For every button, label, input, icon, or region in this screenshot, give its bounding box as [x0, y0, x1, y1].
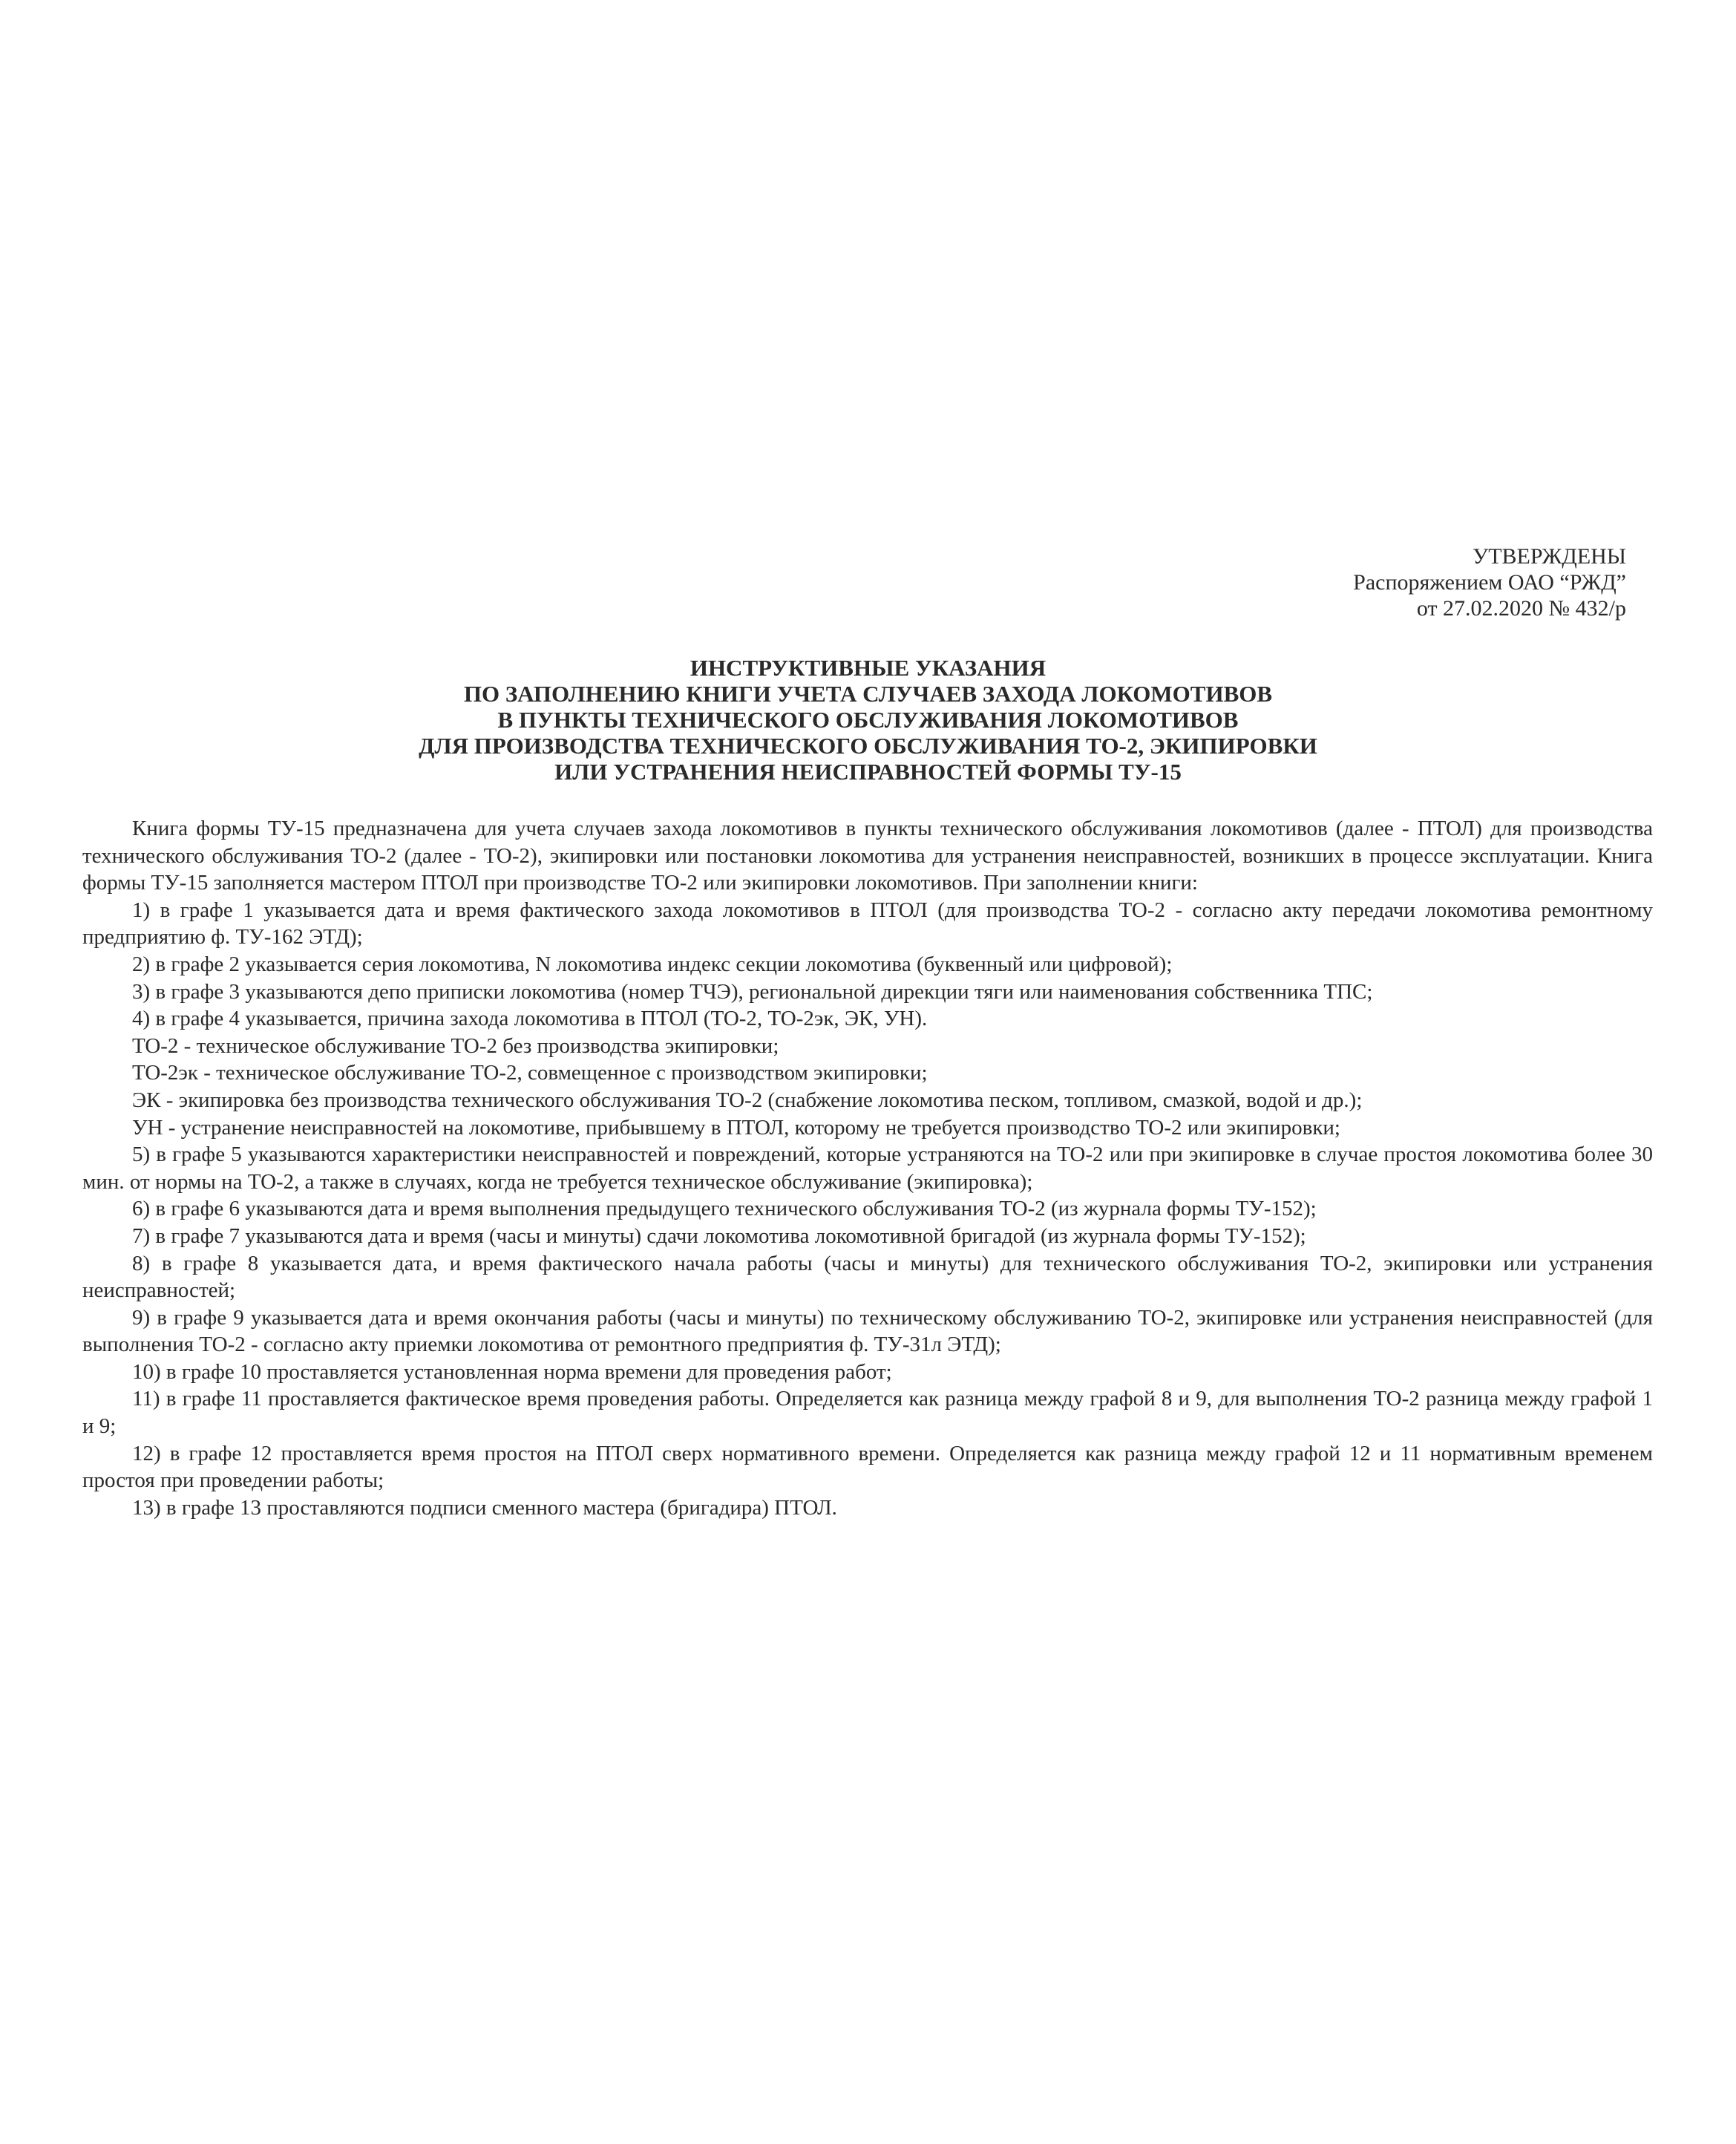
instruction-item: 9) в графе 9 указывается дата и время окончания работы (часы и минуты) по техническому обслуживанию ТО-2, экипировке или устранения неисправностей (для выполнения ТО-2 - согласно акту приемки локомотива от ремонтного предприятия ф. ТУ-31л ЭТД);: [82, 1305, 1653, 1357]
reason-definition: УН - устранение неисправностей на локомотиве, прибывшему в ПТОЛ, которому не требуется производство ТО-2 или экипировки;: [132, 1115, 1340, 1140]
instruction-item: 3) в графе 3 указываются депо приписки локомотива (номер ТЧЭ), региональной дирекции тяги или наименования собственника ТПС;: [132, 979, 1373, 1004]
approval-date: от 27.02.2020 № 432/р: [1416, 596, 1626, 621]
instruction-item: 1) в графе 1 указывается дата и время фактического захода локомотивов в ПТОЛ (для производства ТО-2 - согласно акту передачи локомотива ремонтному предприятию ф. ТУ-162 ЭТД);: [82, 898, 1653, 950]
title-line: В ПУНКТЫ ТЕХНИЧЕСКОГО ОБСЛУЖИВАНИЯ ЛОКОМОТИВОВ: [497, 707, 1239, 733]
reason-definition: ТО-2эк - техническое обслуживание ТО-2, совмещенное с производством экипировки;: [132, 1061, 928, 1085]
instruction-item: 5) в графе 5 указываются характеристики неисправностей и повреждений, которые устраняются на ТО-2 или при экипировке в случае простоя локомотива более 30 мин. от нормы на ТО-2, а также в случаях, когда не требуется техническое обслуживание (экипировка);: [82, 1143, 1653, 1194]
title-line: ПО ЗАПОЛНЕНИЮ КНИГИ УЧЕТА СЛУЧАЕВ ЗАХОДА ЛОКОМОТИВОВ: [463, 681, 1273, 707]
instruction-item: 4) в графе 4 указывается, причина захода локомотива в ПТОЛ (ТО-2, ТО-2эк, ЭК, УН).: [132, 1007, 928, 1031]
approval-heading: УТВЕРЖДЕНЫ: [1472, 544, 1626, 569]
document-title: [89, 655, 1647, 785]
instruction-item: 12) в графе 12 проставляется время простоя на ПТОЛ сверх нормативного времени. Определяется как разница между графой 12 и 11 нормативным временем простоя при проведении работы;: [82, 1441, 1653, 1493]
approval-stamp: [1353, 543, 1626, 621]
reason-definition: ТО-2 - техническое обслуживание ТО-2 без производства экипировки;: [132, 1033, 779, 1058]
instruction-item: 8) в графе 8 указывается дата, и время фактического начала работы (часы и минуты) для технического обслуживания ТО-2, экипировки или устранения неисправностей;: [82, 1251, 1653, 1303]
intro-paragraph: Книга формы ТУ-15 предназначена для учета случаев захода локомотивов в пункты технического обслуживания локомотивов (далее - ПТОЛ) для производства технического обслуживания ТО-2 (далее - ТО-2), экипировки или постановки локомотива для устранения неисправностей, возникших в процессе эксплуатации. Книга формы ТУ-15 заполняется мастером ПТОЛ при производстве ТО-2 или экипировки локомотивов. При заполнении книги:: [82, 817, 1653, 895]
approval-order: Распоряжением ОАО “РЖД”: [1353, 570, 1626, 595]
instruction-item: 2) в графе 2 указывается серия локомотива, N локомотива индекс секции локомотива (буквенный или цифровой);: [132, 952, 1173, 976]
instruction-item: 11) в графе 11 проставляется фактическое время проведения работы. Определяется как разница между графой 8 и 9, для выполнения ТО-2 разница между графой 1 и 9;: [82, 1387, 1653, 1439]
document-body: [82, 815, 1653, 1521]
instruction-item: 7) в графе 7 указываются дата и время (часы и минуты) сдачи локомотива локомотивной бригадой (из журнала формы ТУ-152);: [132, 1223, 1306, 1248]
instruction-item: 6) в графе 6 указываются дата и время выполнения предыдущего технического обслуживания ТО-2 (из журнала формы ТУ-152);: [132, 1197, 1317, 1221]
reason-definition: ЭК - экипировка без производства технического обслуживания ТО-2 (снабжение локомотива песком, топливом, смазкой, водой и др.);: [132, 1088, 1363, 1112]
title-line: ИЛИ УСТРАНЕНИЯ НЕИСПРАВНОСТЕЙ ФОРМЫ ТУ-15: [554, 759, 1182, 785]
title-line: ИНСТРУКТИВНЫЕ УКАЗАНИЯ: [690, 655, 1046, 681]
instruction-item: 13) в графе 13 проставляются подписи сменного мастера (бригадира) ПТОЛ.: [132, 1495, 837, 1520]
title-line: ДЛЯ ПРОИЗВОДСТВА ТЕХНИЧЕСКОГО ОБСЛУЖИВАНИЯ ТО-2, ЭКИПИРОВКИ: [419, 733, 1317, 759]
instruction-item: 10) в графе 10 проставляется установленная норма времени для проведения работ;: [132, 1359, 892, 1384]
